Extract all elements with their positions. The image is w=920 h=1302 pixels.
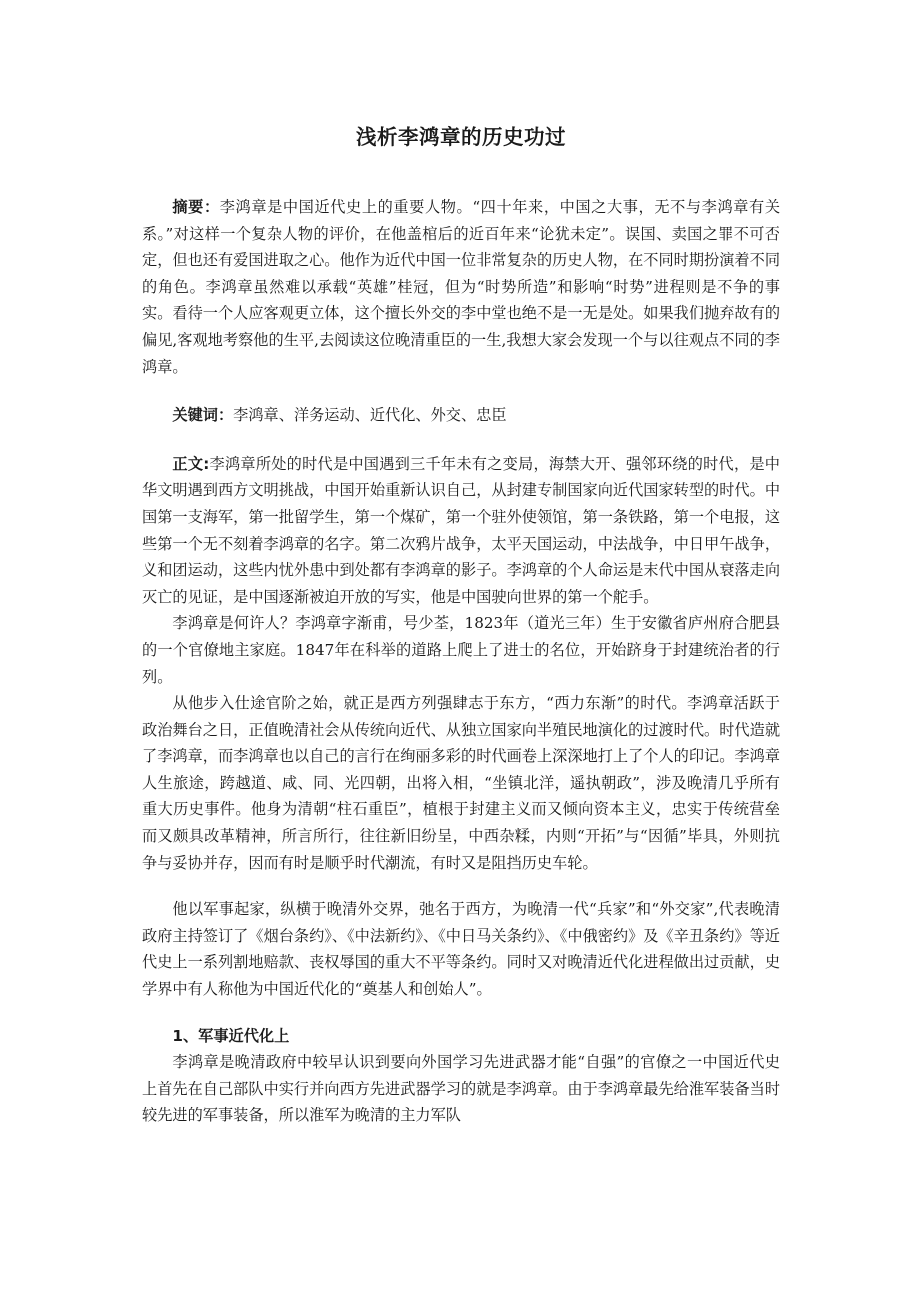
keywords-paragraph: [142, 402, 780, 429]
section-paragraph-military: 李鸿章是晚清政府中较早认识到要向外国学习先进武器才能“自强”的官僚之一中国近代史上首先在自己部队中实行并向西方先进武器学习的就是李鸿章。由于李鸿章最先给淮军装备当时较先进的军事装备，所以淮军为晚清的主力军队: [142, 1053, 780, 1125]
body-paragraph-origin: 李鸿章是何许人？李鸿章字渐甫，号少荃，1823年（道光三年）生于安徽省庐州府合肥县的一个官僚地主家庭。1847年在科举的道路上爬上了进士的名位，开始跻身于封建统治者的行列。: [142, 614, 780, 686]
section-heading-military: 1、军事近代化上: [172, 1026, 290, 1045]
keywords-text: 李鸿章、洋务运动、近代化、外交、忠臣: [233, 406, 507, 425]
body-paragraph-diplomacy: 他以军事起家，纵横于晚清外交界，弛名于西方，为晚清一代“兵家”和“外交家”,代表晚清政府主持签订了《烟台条约》、《中法新约》、《中日马关条约》、《中俄密约》及《辛丑条约》等近代史上一系列割地赔款、丧权辱国的重大不平等条约。同时又对晚清近代化进程做出过贡献，史学界中有人称他为中国近代化的“奠基人和创始人”。: [142, 900, 780, 999]
document-title: 浅析李鸿章的历史功过: [356, 125, 566, 149]
body-intro-text: 李鸿章所处的时代是中国遇到三千年未有之变局，海禁大开、强邻环绕的时代，是中华文明遇到西方文明挑战，中国开始重新认识自己，从封建专制国家向近代国家转型的时代。中国第一支海军，第一批留学生，第一个煤矿，第一个驻外使领馆，第一条铁路，第一个电报，这些第一个无不刻着李鸿章的名字。第二次鸦片战争，太平天国运动，中法战争，中日甲午战争，义和团运动，这些内忧外患中到处都有李鸿章的影子。李鸿章的个人命运是末代中国从衰落走向灭亡的见证，是中国逐渐被迫开放的写实，他是中国驶向世界的第一个舵手。: [142, 454, 780, 606]
body-paragraph-era: 从他步入仕途官阶之始，就正是西方列强肆志于东方，“西力东渐”的时代。李鸿章活跃于政治舞台之日，正值晚清社会从传统向近代、从独立国家向半殖民地演化的过渡时代。时代造就了李鸿章，而李鸿章也以自己的言行在绚丽多彩的时代画卷上深深地打上了个人的印记。李鸿章人生旅途，跨越道、咸、同、光四朝，出将入相，“坐镇北洋，遥执朝政”，涉及晚清几乎所有重大历史事件。他身为清朝“柱石重臣”，植根于封建主义而又倾向资本主义，忠实于传统营垒而又颇具改革精神，所言所行，往往新旧纷呈，中西杂糅，内则“开拓”与“因循”毕具，外则抗争与妥协并存，因而有时是顺乎时代潮流，有时又是阻挡历史车轮。: [142, 694, 780, 872]
abstract-paragraph: [142, 194, 780, 380]
body-intro-paragraph: [142, 451, 780, 611]
keywords-label: 关键词：: [172, 406, 234, 425]
abstract-label: 摘要：: [172, 198, 220, 216]
abstract-text: 李鸿章是中国近代史上的重要人物。“四十年来，中国之大事，无不与李鸿章有关系。”对这样一个复杂人物的评价，在他盖棺后的近百年来“论犹未定”。误国、卖国之罪不可否定，但也还有爱国进取之心。他作为近代中国一位非常复杂的历史人物，在不同时期扮演着不同的角色。李鸿章虽然难以承载“英雄”桂冠，但为“时势所造”和影响“时势”进程则是不争的事实。看待一个人应客观更立体，这个擅长外交的李中堂也绝不是一无是处。如果我们抛弃故有的偏见,客观地考察他的生平,去阅读这位晚清重臣的一生,我想大家会发现一个与以往观点不同的李鸿章。: [142, 198, 781, 376]
body-label: 正文:: [172, 454, 210, 473]
